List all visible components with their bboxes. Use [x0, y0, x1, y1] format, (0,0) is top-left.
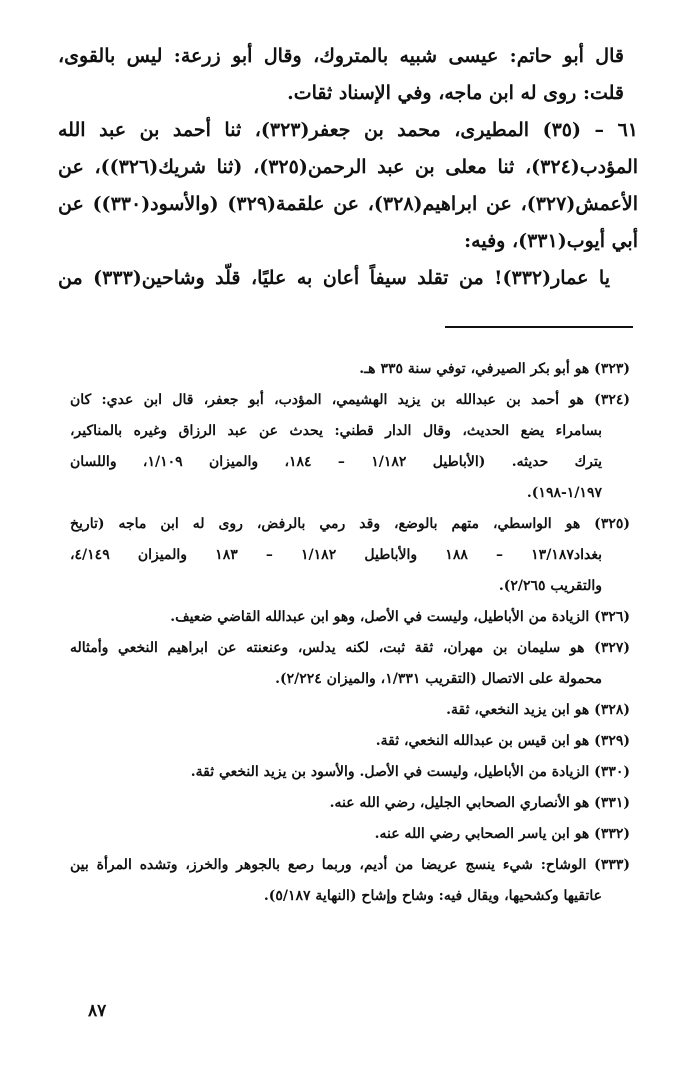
footnote-331: (٣٣١) هو الأنصاري الصحابي الجليل، رضي الله عنه. — [329, 795, 630, 811]
main-line-1: قال أبو حاتم: عيسى شبيه بالمتروك، وقال أبو زرعة: ليس بالقوى، — [58, 45, 624, 67]
main-line-2: قلت: روى له ابن ماجه، وفي الإسناد ثقات. — [287, 82, 624, 104]
footnote-325: (٣٢٥) هو الواسطي، متهم بالوضع، وقد رمي بالرفض، روى له ابن ماجه (تاريخ — [70, 516, 630, 532]
page-number: ٨٧ — [88, 1001, 107, 1021]
footnote-separator — [445, 326, 633, 328]
main-line-3: ٦١ – (٣٥) المطيرى، محمد بن جعفر(٣٢٣)، ثنا أحمد بن عبد الله — [58, 119, 638, 141]
main-line-4: المؤدب(٣٢٤)، ثنا معلى بن عبد الرحمن(٣٢٥)، (ثنا شريك(٣٢٦))، عن — [58, 156, 638, 178]
footnote-324-cont-1: بسامراء يضع الحديث، وقال الدار قطني: يحدث عن عبد الرزاق وغيره بالمناكير، — [70, 423, 602, 439]
footnote-330: (٣٣٠) الزيادة من الأباطيل، وليست في الأصل. والأسود بن يزيد النخعي ثقة. — [190, 764, 630, 780]
footnote-327: (٣٢٧) هو سليمان بن مهران، ثقة ثبت، لكنه يدلس، وعنعنته عن ابراهيم النخعي وأمثاله — [70, 640, 630, 656]
footnote-323: (٣٢٣) هو أبو بكر الصيرفي، توفي سنة ٣٣٥ هـ. — [359, 361, 630, 377]
footnote-324-cont-3: ١/١٩٧-١٩٨). — [526, 485, 602, 501]
main-line-6: أبي أيوب(٣٣١)، وفيه: — [464, 230, 638, 252]
footnote-333: (٣٣٣) الوشاح: شيء ينسج عريضا من أديم، وربما رصع بالجوهر والخرز، وتشده المرأة بين — [70, 857, 630, 873]
footnote-325-cont-2: والتقريب ٢/٢٦٥). — [498, 578, 602, 594]
main-text-block — [58, 38, 638, 297]
footnote-326: (٣٢٦) الزيادة من الأباطيل، وليست في الأصل، وهو ابن عبدالله القاضي ضعيف. — [170, 609, 630, 625]
footnote-325-cont-1: بغداد١٣/١٨٧ – ١٨٨ والأباطيل ١/١٨٢ – ١٨٣ والميزان ٤/١٤٩، — [70, 547, 602, 563]
footnote-329: (٣٢٩) هو ابن قيس بن عبدالله النخعي، ثقة. — [375, 733, 630, 749]
footnote-324: (٣٢٤) هو أحمد بن عبدالله بن يزيد الهشيمي، المؤدب، أبو جعفر، قال ابن عدي: كان — [70, 392, 630, 408]
footnote-327-cont: محمولة على الاتصال (التقريب ١/٣٣١، والميزان ٢/٢٢٤). — [275, 671, 602, 687]
main-line-7: يا عمار(٣٣٢)! من تقلد سيفاً أعان به عليًا، قلّد وشاحين(٣٣٣) من — [58, 267, 611, 289]
footnote-332: (٣٣٢) هو ابن ياسر الصحابي رضي الله عنه. — [374, 826, 630, 842]
main-line-5: الأعمش(٣٢٧)، عن ابراهيم(٣٢٨)، عن علقمة(٣٢٩) (والأسود(٣٣٠)) عن — [58, 193, 638, 215]
footnote-324-cont-2: يترك حديثه. (الأباطيل ١/١٨٢ – ١٨٤، والميزان ١/١٠٩، واللسان — [70, 454, 602, 470]
footnotes-block — [70, 354, 630, 912]
footnote-328: (٣٢٨) هو ابن يزيد النخعي، ثقة. — [446, 702, 630, 718]
footnote-333-cont: عاتقيها وكشحيها، ويقال فيه: وشاح وإشاح (النهاية ٥/١٨٧). — [263, 888, 602, 904]
